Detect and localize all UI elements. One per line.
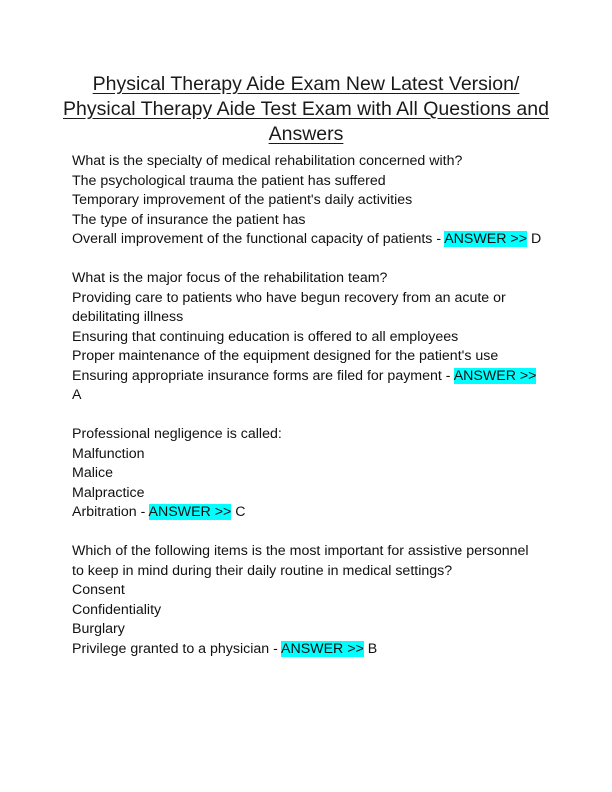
answer-option: Malfunction bbox=[72, 445, 145, 462]
question-block-2 bbox=[72, 269, 542, 406]
question-text: What is the major focus of the rehabilitation team? bbox=[72, 270, 388, 286]
answer-key-value: C bbox=[231, 504, 246, 520]
question-text: Which of the following items is the most important for assistive personnel to keep in mind during their daily routine in medical settings? bbox=[72, 543, 529, 579]
answer-option-with-key bbox=[72, 367, 542, 406]
answer-option: The psychological trauma the patient has suffered bbox=[72, 172, 386, 189]
answer-option: Proper maintenance of the equipment designed for the patient's use bbox=[72, 348, 499, 364]
question-block-1 bbox=[72, 152, 542, 250]
answer-key-label: ANSWER >> bbox=[453, 367, 537, 384]
answer-option-text: Privilege granted to a physician - bbox=[72, 640, 281, 657]
answer-key-label: ANSWER >> bbox=[444, 231, 528, 247]
question-block-4 bbox=[72, 542, 542, 659]
question-list bbox=[72, 152, 542, 679]
answer-option-with-key bbox=[72, 503, 542, 523]
answer-option-with-key bbox=[72, 230, 542, 250]
answer-key-label: ANSWER >> bbox=[281, 640, 364, 657]
answer-option-text: Overall improvement of the functional capacity of patients - bbox=[72, 231, 445, 247]
answer-option: The type of insurance the patient has bbox=[72, 211, 306, 228]
document-title: Physical Therapy Aide Exam New Latest Version/ Physical Therapy Aide Test Exam with All Questions and Answers bbox=[63, 73, 549, 145]
answer-key-label: ANSWER >> bbox=[148, 504, 232, 520]
question-text: Professional negligence is called: bbox=[72, 426, 282, 442]
answer-option: Temporary improvement of the patient's daily activities bbox=[72, 192, 413, 208]
answer-option: Confidentiality bbox=[72, 601, 162, 618]
answer-key-value: A bbox=[72, 387, 82, 403]
answer-option: Burglary bbox=[72, 621, 125, 637]
answer-option: Ensuring that continuing education is offered to all employees bbox=[72, 328, 459, 345]
answer-key-value: D bbox=[527, 231, 542, 247]
answer-option-with-key bbox=[72, 640, 542, 660]
answer-key-value: B bbox=[363, 640, 378, 657]
answer-option-text: Arbitration - bbox=[72, 504, 149, 520]
answer-option: Malice bbox=[72, 465, 113, 481]
answer-option: Providing care to patients who have begun recovery from an acute or debilitating illness bbox=[72, 289, 506, 325]
answer-option: Malpractice bbox=[72, 484, 145, 501]
answer-option: Consent bbox=[72, 582, 125, 598]
question-text: What is the specialty of medical rehabilitation concerned with? bbox=[72, 153, 463, 169]
question-block-3 bbox=[72, 425, 542, 523]
answer-option-text: Ensuring appropriate insurance forms are filed for payment - bbox=[72, 367, 454, 384]
